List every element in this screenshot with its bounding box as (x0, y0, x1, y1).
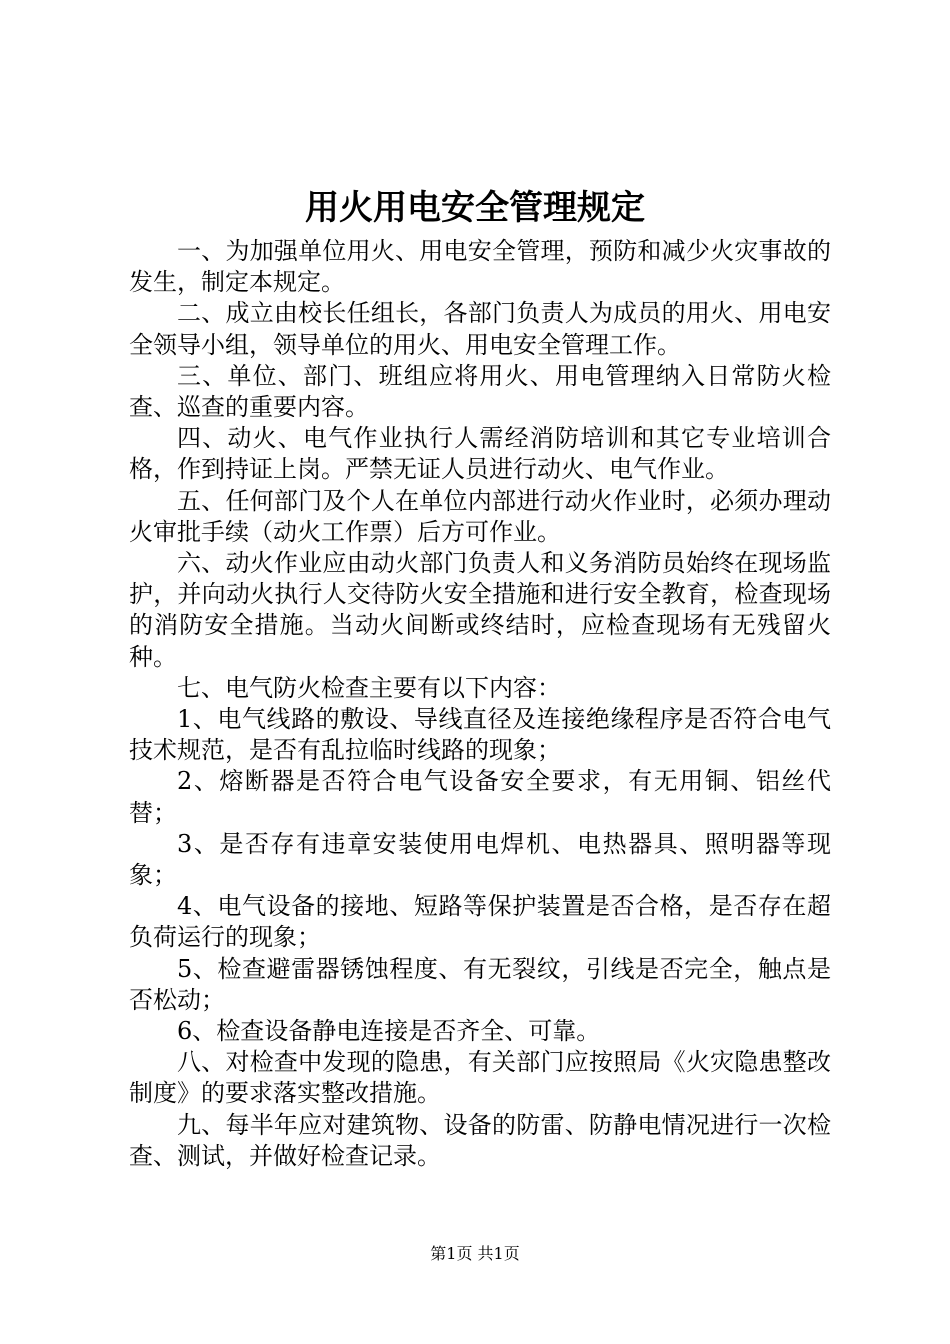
document-body (129, 236, 831, 1172)
page-footer: 第1页 共1页 (430, 1244, 520, 1263)
paragraph-6: 六、动火作业应由动火部门负责人和义务消防员始终在现场监护，并向动火执行人交待防火安全措施和进行安全教育，检查现场的消防安全措施。当动火间断或终结时，应检查现场有无残留火种。 (129, 549, 831, 671)
document-title: 用火用电安全管理规定 (305, 188, 645, 228)
paragraph-2: 二、成立由校长任组长，各部门负责人为成员的用火、用电安全领导小组，领导单位的用火、用电安全管理工作。 (129, 299, 831, 359)
paragraph-3: 三、单位、部门、班组应将用火、用电管理纳入日常防火检查、巡查的重要内容。 (129, 361, 831, 422)
checklist-item-2: 2、熔断器是否符合电气设备安全要求，有无用铜、铝丝代替； (129, 767, 831, 827)
paragraph-5: 五、任何部门及个人在单位内部进行动火作业时，必须办理动火审批手续（动火工作票）后方可作业。 (129, 486, 831, 546)
checklist-item-4: 4、电气设备的接地、短路等保护装置是否合格，是否存在超负荷运行的现象； (129, 892, 831, 952)
paragraph-9: 九、每半年应对建筑物、设备的防雷、防静电情况进行一次检查、测试，并做好检查记录。 (129, 1110, 831, 1170)
checklist-item-6: 6、检查设备静电连接是否齐全、可靠。 (177, 1017, 601, 1046)
paragraph-1: 一、为加强单位用火、用电安全管理，预防和减少火灾事故的发生，制定本规定。 (129, 237, 831, 297)
checklist-item-1: 1、电气线路的敷设、导线直径及连接绝缘程序是否符合电气技术规范，是否有乱拉临时线路的现象； (129, 705, 831, 765)
paragraph-7: 七、电气防火检查主要有以下内容： (177, 673, 561, 702)
paragraph-4: 四、动火、电气作业执行人需经消防培训和其它专业培训合格，作到持证上岗。严禁无证人员进行动火、电气作业。 (129, 424, 831, 484)
checklist-item-3: 3、是否存有违章安装使用电焊机、电热器具、照明器等现象； (129, 829, 831, 890)
paragraph-8: 八、对检查中发现的隐患，有关部门应按照局《火灾隐患整改制度》的要求落实整改措施。 (129, 1048, 831, 1108)
checklist-item-5: 5、检查避雷器锈蚀程度、有无裂纹，引线是否完全，触点是否松动； (129, 954, 831, 1014)
